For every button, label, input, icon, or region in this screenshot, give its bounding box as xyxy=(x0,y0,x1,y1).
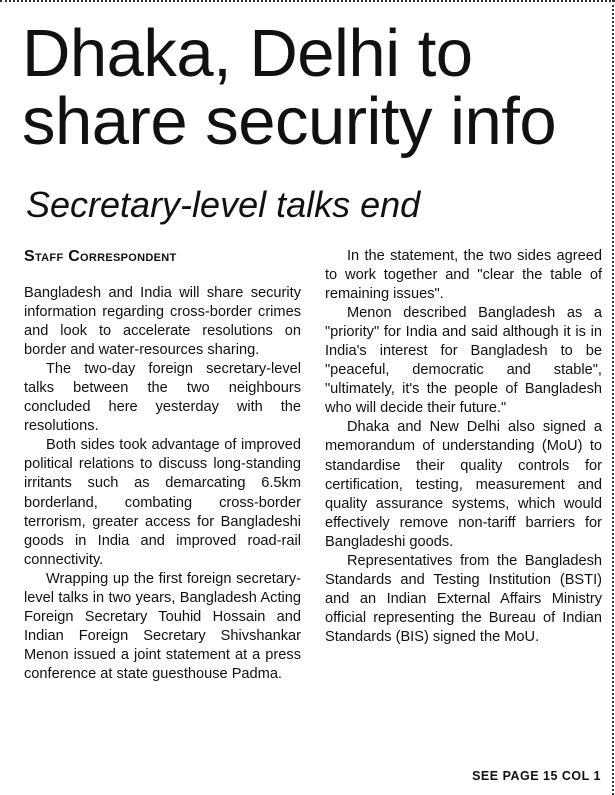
paragraph: Dhaka and New Delhi also signed a memorandum of understanding (MoU) to standardise their quality controls for certification, testing, measurement and quality assurance systems, which would effectively remove non-tariff barriers for Bangladeshi goods. xyxy=(325,419,602,550)
paragraph: The two-day foreign secretary-level talks between the two neighbours concluded here yesterday with the resolutions. xyxy=(24,361,301,435)
top-dotted-rule xyxy=(0,0,615,2)
paragraph: Representatives from the Bangladesh Standards and Testing Institution (BSTI) and an Indian External Affairs Ministry official representing the Bureau of Indian Standards (BIS) signed the MoU. xyxy=(325,552,602,645)
paragraph: Wrapping up the first foreign secretary-level talks in two years, Bangladesh Acting Foreign Secretary Touhid Hossain and Indian Foreign Secretary Shivshankar Menon issued a joint statement at a press conference at state guesthouse Padma. xyxy=(24,570,301,682)
paragraph: Bangladesh and India will share security information regarding cross-border crimes and look to accelerate resolutions on border and water-resources sharing. xyxy=(24,285,301,359)
byline: Staff Correspondent xyxy=(24,248,177,265)
paragraph: Both sides took advantage of improved political relations to discuss long-standing irritants such as demarcating 6.5km borderland, combating cross-border terrorism, greater access for Bangladeshi goods in India and improved road-rail connectivity. xyxy=(24,437,301,568)
subheadline: Secretary-level talks end xyxy=(26,184,421,225)
article-column-left xyxy=(24,247,301,684)
headline: Dhaka, Delhi to share security info xyxy=(22,16,557,159)
continuation-note: SEE PAGE 15 COL 1 xyxy=(472,769,601,783)
article-column-right xyxy=(325,247,602,647)
right-dotted-rule xyxy=(612,0,614,795)
paragraph: In the statement, the two sides agreed to work together and "clear the table of remaining issues". xyxy=(325,248,602,303)
paragraph: Menon described Bangladesh as a "priority" for India and said although it is in India's interest for Bangladesh to be "peaceful, democratic and stable", "ultimately, it's the people of Bangladesh who will decide their future." xyxy=(325,305,602,417)
